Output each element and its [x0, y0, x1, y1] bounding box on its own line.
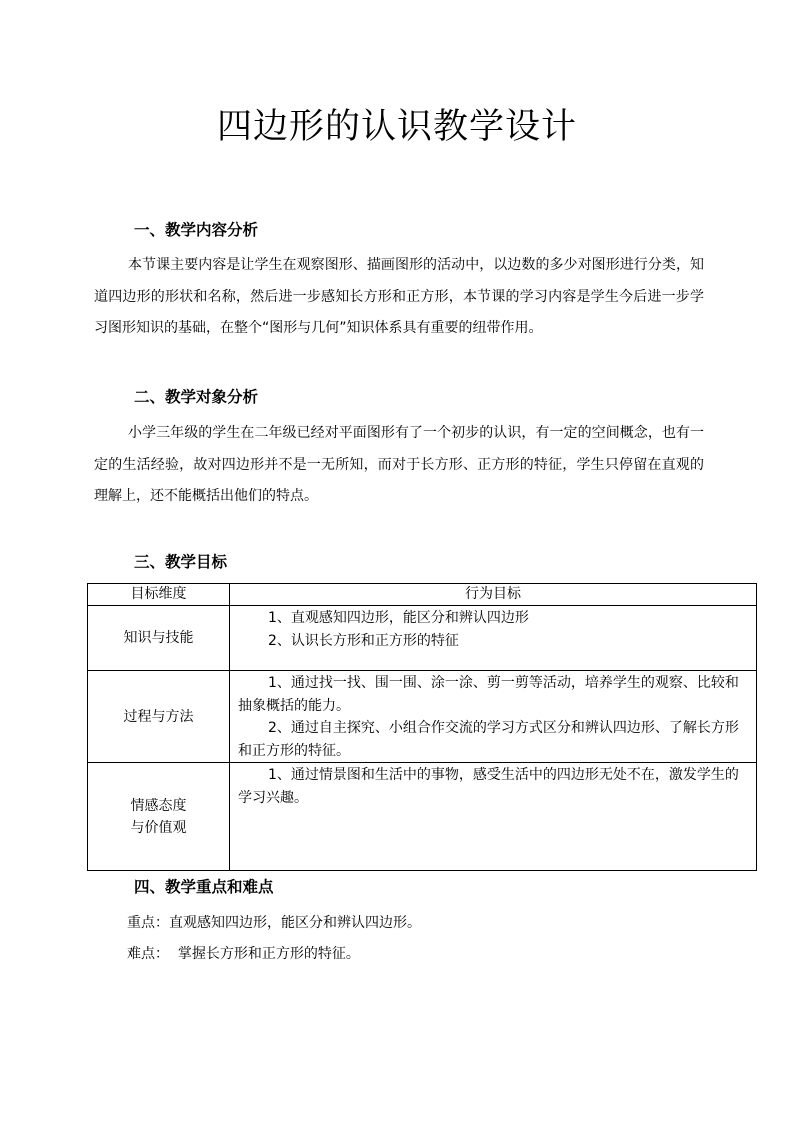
difficult-point-text: 难点： 掌握长方形和正方形的特征。: [127, 946, 360, 962]
goal-item: 2、通过自主探究、小组合作交流的学习方式区分和辨认四边形、了解长方形和正方形的特征。: [238, 720, 739, 759]
goal-item: 1、通过找一找、围一围、涂一涂、剪一剪等活动，培养学生的观察、比较和抽象概括的能力。: [238, 675, 739, 714]
table-row: [88, 671, 757, 763]
learner-analysis-paragraph: 小学三年级的学生在二年级已经对平面图形有了一个初步的认识，有一定的空间概念，也有一定的生活经验，故对四边形并不是一无所知，而对于长方形、正方形的特征，学生只停留在直观的理解上，还不能概括出他们的特点。: [94, 425, 704, 504]
dimension-cell: [88, 671, 230, 763]
table-row: [88, 606, 757, 671]
goals-cell: [230, 763, 757, 871]
section-heading-teaching-goals: 三、教学目标: [134, 553, 228, 571]
goal-item: 2、认识长方形和正方形的特征: [268, 632, 459, 649]
dimension-cell: [88, 606, 230, 671]
section-heading-learner-analysis: 二、教学对象分析: [134, 388, 259, 406]
dimension-label: 知识与技能: [123, 630, 194, 646]
document-title: 四边形的认识教学设计: [216, 107, 577, 147]
teaching-goals-table: [87, 583, 757, 871]
dimension-label: 情感态度: [130, 797, 187, 814]
section-heading-key-difficult-points: 四、教学重点和难点: [134, 878, 274, 896]
goal-item: 1、通过情景图和生活中的事物，感受生活中的四边形无处不在，激发学生的学习兴趣。: [238, 767, 739, 806]
dimension-label: 过程与方法: [123, 708, 194, 725]
section-heading-content-analysis: 一、教学内容分析: [134, 221, 259, 239]
goal-item: 1、直观感知四边形，能区分和辨认四边形: [268, 610, 529, 626]
column-header-dimension: 目标维度: [88, 584, 230, 606]
goals-cell: [230, 671, 757, 763]
key-point-text: 重点：直观感知四边形，能区分和辨认四边形。: [127, 915, 421, 931]
goals-cell: [230, 606, 757, 671]
dimension-cell: [88, 763, 230, 871]
content-analysis-paragraph: 本节课主要内容是让学生在观察图形、描画图形的活动中，以边数的多少对图形进行分类，知道四边形的形状和名称，然后进一步感知长方形和正方形，本节课的学习内容是学生今后进一步学习图形知识的基础，在整个“图形与几何”知识体系具有重要的纽带作用。: [94, 257, 704, 336]
dimension-label: 与价值观: [130, 819, 187, 836]
column-header-behavior-goals: 行为目标: [230, 584, 757, 606]
table-row: [88, 763, 757, 871]
table-header-row: [88, 584, 757, 606]
